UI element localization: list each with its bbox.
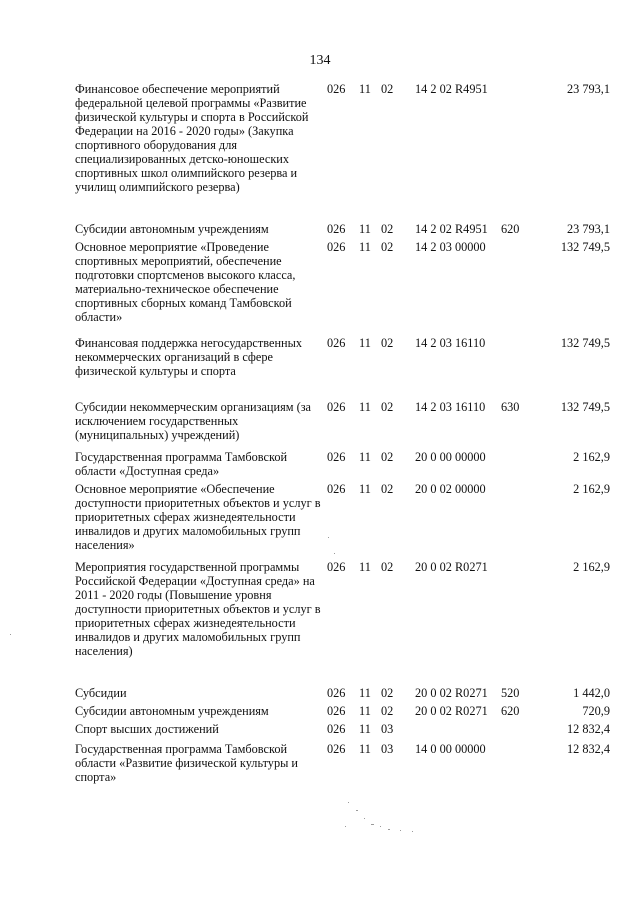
row-ved: 026 — [327, 222, 346, 236]
row-pr: 02 — [381, 336, 394, 350]
row-sum: 720,9 — [582, 704, 610, 718]
row-csr: 20 0 02 R0271 — [415, 686, 488, 700]
row-ved: 026 — [327, 336, 346, 350]
row-rz: 11 — [359, 82, 371, 96]
row-csr: 14 2 02 R4951 — [415, 222, 488, 236]
table-row — [75, 450, 610, 478]
row-ved: 026 — [327, 742, 346, 756]
row-ved: 026 — [327, 82, 346, 96]
table-row — [75, 722, 610, 736]
row-ved: 026 — [327, 686, 346, 700]
row-rz: 11 — [359, 742, 371, 756]
row-csr: 20 0 02 R0271 — [415, 560, 488, 574]
row-rz: 11 — [359, 222, 371, 236]
row-sum: 23 793,1 — [566, 222, 610, 236]
table-row — [75, 482, 610, 552]
row-ved: 026 — [327, 400, 346, 414]
row-vr: 620 — [501, 222, 520, 236]
scan-speck — [371, 824, 374, 825]
row-sum: 132 749,5 — [560, 336, 610, 350]
scan-speck — [10, 634, 11, 635]
row-rz: 11 — [359, 722, 371, 736]
row-pr: 02 — [381, 686, 394, 700]
row-sum: 1 442,0 — [573, 686, 610, 700]
row-pr: 02 — [381, 450, 394, 464]
row-vr: 620 — [501, 704, 520, 718]
row-pr: 02 — [381, 482, 394, 496]
row-name: Субсидии — [75, 686, 127, 700]
row-name: Спорт высших достижений — [75, 722, 219, 736]
row-pr: 02 — [381, 400, 394, 414]
row-pr: 02 — [381, 704, 394, 718]
row-name: Основное мероприятие «Обеспечение доступности приоритетных объектов и услуг в приоритетных сферах жизнедеятельности инвалидов и других маломобильных групп населения» — [75, 482, 321, 552]
scan-speck — [388, 829, 390, 830]
row-rz: 11 — [359, 686, 371, 700]
scan-speck — [380, 826, 381, 827]
row-name: Субсидии некоммерческим организациям (за исключением государственных (муниципальных) учреждений) — [75, 400, 312, 442]
row-name: Финансовое обеспечение мероприятий федеральной целевой программы «Развитие физической культуры и спорта в Российской Федерации на 2016 - 2020 годы» (Закупка спортивного оборудования для специализированных детско-юношеских спортивных школ олимпийского резерва и училищ олимпийского резерва) — [75, 82, 309, 194]
row-sum: 132 749,5 — [560, 400, 610, 414]
row-name: Финансовая поддержка негосударственных некоммерческих организаций в сфере физической культуры и спорта — [75, 336, 303, 378]
row-ved: 026 — [327, 560, 346, 574]
scan-speck — [345, 826, 346, 827]
row-ved: 026 — [327, 240, 346, 254]
row-ved: 026 — [327, 450, 346, 464]
table-row — [75, 560, 610, 658]
row-rz: 11 — [359, 400, 371, 414]
row-rz: 11 — [359, 450, 371, 464]
row-name: Субсидии автономным учреждениям — [75, 222, 269, 236]
row-csr: 14 2 03 00000 — [415, 240, 486, 254]
row-csr: 14 0 00 00000 — [415, 742, 486, 756]
table-row — [75, 742, 610, 784]
row-pr: 02 — [381, 82, 394, 96]
scan-speck — [364, 818, 365, 819]
row-csr: 20 0 02 R0271 — [415, 704, 488, 718]
row-vr: 520 — [501, 686, 520, 700]
row-rz: 11 — [359, 482, 371, 496]
row-pr: 02 — [381, 222, 394, 236]
row-csr: 14 2 03 16110 — [415, 400, 486, 414]
table-row — [75, 336, 610, 378]
table-row — [75, 222, 610, 236]
row-name: Основное мероприятие «Проведение спортивных мероприятий, обеспечение подготовки спортсменов высокого класса, материально-техническое обеспечение спортивных сборных команд Тамбовской области» — [75, 240, 296, 324]
row-sum: 132 749,5 — [560, 240, 610, 254]
row-csr: 20 0 02 00000 — [415, 482, 486, 496]
row-ved: 026 — [327, 704, 346, 718]
scan-speck — [348, 802, 349, 803]
row-sum: 2 162,9 — [573, 450, 610, 464]
scan-speck — [400, 830, 401, 831]
row-name: Мероприятия государственной программы Российской Федерации «Доступная среда» на 2011 - 2020 годы (Повышение уровня доступности приоритетных объектов и услуг в приоритетных сферах жизнедеятельности инвалидов и других маломобильных групп населения) — [75, 560, 321, 658]
row-pr: 02 — [381, 240, 394, 254]
scan-speck — [356, 810, 358, 811]
row-pr: 02 — [381, 560, 394, 574]
table-row — [75, 82, 610, 194]
row-ved: 026 — [327, 482, 346, 496]
row-rz: 11 — [359, 240, 371, 254]
row-name: Государственная программа Тамбовской области «Развитие физической культуры и спорта» — [75, 742, 299, 784]
row-csr: 20 0 00 00000 — [415, 450, 486, 464]
row-csr: 14 2 02 R4951 — [415, 82, 488, 96]
row-pr: 03 — [381, 722, 394, 736]
row-name: Государственная программа Тамбовской области «Доступная среда» — [75, 450, 288, 478]
table-row — [75, 240, 610, 324]
row-csr: 14 2 03 16110 — [415, 336, 486, 350]
row-sum: 23 793,1 — [566, 82, 610, 96]
row-name: Субсидии автономным учреждениям — [75, 704, 269, 718]
row-ved: 026 — [327, 722, 346, 736]
row-sum: 2 162,9 — [573, 482, 610, 496]
scan-speck — [328, 537, 329, 538]
scan-speck — [334, 553, 335, 554]
row-sum: 12 832,4 — [566, 742, 610, 756]
scan-speck — [412, 831, 413, 832]
row-rz: 11 — [359, 704, 371, 718]
page-number: 134 — [309, 53, 331, 68]
table-row — [75, 704, 610, 718]
row-vr: 630 — [501, 400, 520, 414]
table-row — [75, 400, 610, 442]
row-rz: 11 — [359, 560, 371, 574]
row-pr: 03 — [381, 742, 394, 756]
row-sum: 12 832,4 — [566, 722, 610, 736]
row-rz: 11 — [359, 336, 371, 350]
row-sum: 2 162,9 — [573, 560, 610, 574]
table-row — [75, 686, 610, 700]
